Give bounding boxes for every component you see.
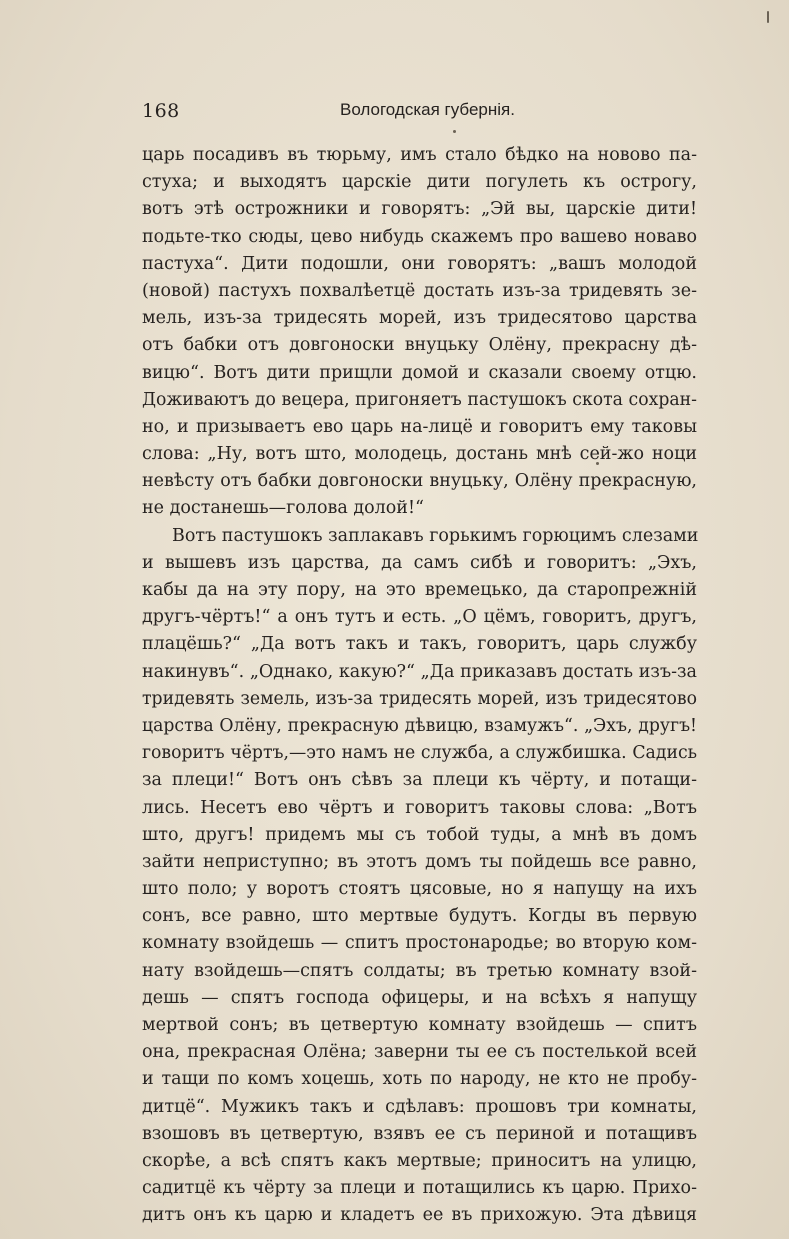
text-line: за плеци!“ Вотъ онъ сѣвъ за плеци къ чёрту, и потащи-	[142, 770, 697, 791]
text-line: нату взойдешь—спятъ солдаты; въ третью комнату взой-	[142, 960, 697, 981]
text-line: комнату взойдешь — спитъ простонародье; во вторую ком-	[142, 933, 697, 954]
text-line: кабы да на эту пору, на это времецько, да старопрежній	[142, 580, 697, 600]
text-line: вицю“. Вотъ дити прищли домой и сказали своему отцю.	[142, 362, 697, 383]
text-line: невѣсту отъ бабки довгоноски внуцьку, Олёну прекрасную,	[142, 471, 697, 492]
text-line: пастуха“. Дити подошли, они говорятъ: „вашъ молодой	[142, 253, 697, 274]
text-line: отъ бабки отъ довгоноски внуцьку Олёну, прекрасну дѣ-	[142, 335, 697, 356]
text-line: што поло; у воротъ стоятъ цясовые, но я напущу на ихъ	[142, 879, 697, 900]
text-line: мертвой сонъ; въ цетвертую комнату взойдешь — спитъ	[142, 1015, 697, 1035]
text-line: стуха; и выходятъ царскіе дити погулеть къ острогу,	[142, 172, 697, 193]
print-speck	[767, 11, 769, 23]
text-line: царства Олёну, прекрасную дѣвицю, взамужъ“. „Эхъ, другъ!	[142, 715, 697, 736]
text-line: накинувъ“. „Однако, какую?“ „Да приказавъ достать изъ-за	[142, 661, 697, 682]
text-line: што, другъ! придемъ мы съ тобой туды, а мнѣ въ домъ	[142, 824, 697, 845]
text-line: царь посадивъ въ тюрьму, имъ стало бѣдко на новово па-	[142, 145, 697, 165]
text-line: не достанешь—голова долой!“	[142, 498, 424, 519]
page-header	[142, 96, 697, 126]
text-line: но, и призываетъ ево царь на-лицё и говоритъ ему таковы	[142, 416, 697, 437]
text-line: садитцё къ чёрту за плеци и потащились къ царю. Прихо-	[142, 1178, 697, 1199]
text-line: плацёшь?“ „Да вотъ такъ и такъ, говоритъ, царь службу	[142, 634, 697, 655]
print-speck	[453, 130, 456, 133]
text-line: дитъ онъ къ царю и кладетъ ее въ прихожую. Эта дѣвиця	[142, 1205, 697, 1226]
text-line: и тащи по комъ хоцешь, хоть по народу, не кто не пробу-	[142, 1069, 697, 1090]
text-line: (новой) пастухъ похвалѣетцё достать изъ-за тридевять зе-	[142, 280, 697, 301]
text-line: вотъ этѣ острожники и говорятъ: „Эй вы, царскіе дити!	[142, 199, 697, 220]
text-line: и вышевъ изъ царства, да самъ сибѣ и говоритъ: „Эхъ,	[142, 552, 697, 573]
text-line: мель, изъ-за тридесять морей, изъ тридесятово царства	[142, 308, 697, 329]
text-line: Доживаютъ до вецера, пригоняетъ пастушокъ скота сохран-	[142, 389, 697, 410]
page-number: 168	[142, 100, 180, 122]
text-line: слова: „Ну, вотъ што, молодець, достань мнѣ сей-жо ноци	[142, 444, 697, 465]
text-line: другъ-чёртъ!“ а онъ тутъ и есть. „О цёмъ, говоритъ, другъ,	[142, 607, 697, 628]
running-title: Вологодская губернія.	[340, 100, 515, 119]
text-line: говоритъ чёртъ,—это намъ не служба, а службишка. Садись	[142, 743, 697, 764]
text-line: дешь — спятъ господа офицеры, и на всѣхъ я напущу	[142, 987, 697, 1008]
text-line: она, прекрасная Олёна; заверни ты ее съ постелькой всей	[142, 1042, 697, 1063]
text-line: зайти неприступно; въ этотъ домъ ты пойдешь все равно,	[142, 851, 697, 872]
text-line: скорѣе, а всѣ спятъ какъ мертвые; приноситъ на улицю,	[142, 1150, 697, 1171]
text-line: взошовъ въ цетвертую, взявъ ее съ периной и потащивъ	[142, 1123, 697, 1144]
text-line: подьте-тко сюды, цево нибудь скажемъ про вашево новаво	[142, 226, 697, 247]
text-line: дитцё“. Мужикъ такъ и сдѣлавъ: прошовъ три комнаты,	[142, 1096, 697, 1117]
text-line: сонъ, все равно, што мертвые будутъ. Когды въ первую	[142, 906, 697, 927]
text-line: тридевять земель, изъ-за тридесять морей, изъ тридесятово	[142, 688, 697, 709]
body-text	[142, 142, 697, 1230]
paragraph-first-line: Вотъ пастушокъ заплакавъ горькимъ горюцимъ слезами	[172, 525, 699, 546]
text-line: лись. Несетъ ево чёртъ и говоритъ таковы слова: „Вотъ	[142, 797, 697, 818]
